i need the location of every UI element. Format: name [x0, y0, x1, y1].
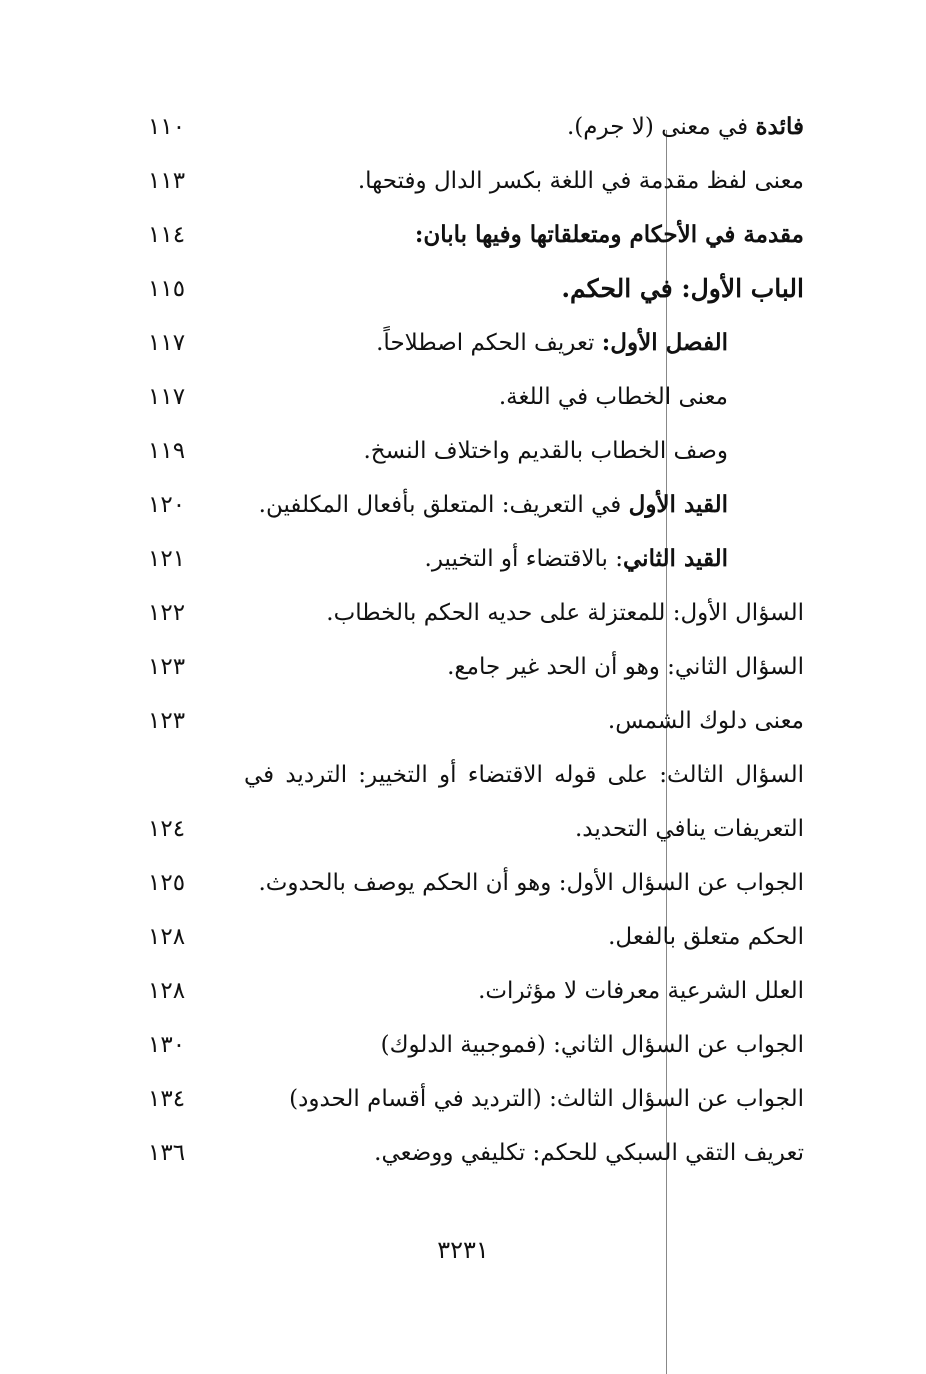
toc-entry-title [567, 100, 804, 154]
toc-entry-text: معنى دلوك الشمس. [607, 708, 804, 734]
toc-entry-text: الجواب عن السؤال الأول: وهو أن الحكم يوصف بالحدوث. [258, 870, 804, 896]
toc-entry-page: ١١٠ [148, 114, 186, 140]
toc-entry-bold: مقدمة في الأحكام ومتعلقاتها وفيها بابان: [414, 221, 804, 248]
toc-entry-page: ١١٧ [148, 330, 186, 356]
toc-entry-page: ١١٧ [148, 384, 186, 410]
toc-entry-text: في التعريف: المتعلق بأفعال المكلفين. [258, 492, 629, 518]
toc-entry [0, 100, 926, 154]
toc-entry [0, 694, 926, 748]
toc-entry-bold: الفصل الأول: [601, 329, 728, 356]
toc-entry [0, 316, 926, 370]
toc-entry-text: معنى الخطاب في اللغة. [498, 384, 728, 410]
toc-entry [0, 478, 926, 532]
toc-entry [0, 1126, 926, 1180]
toc-entry-page: ١١٩ [148, 438, 186, 464]
toc-entry-title [415, 208, 804, 262]
toc-entry-title [499, 370, 728, 424]
toc-entry [0, 964, 926, 1018]
toc-entry-bold: الباب الأول: في الحكم. [561, 274, 804, 303]
toc-entry-title [608, 910, 804, 964]
toc-entry [0, 424, 926, 478]
toc-entry-bold: فائدة [755, 113, 804, 140]
toc-entry-page: ١٢٣ [148, 654, 186, 680]
toc-entry-page: ١١٣ [148, 168, 186, 194]
toc-entry-title [425, 532, 728, 586]
toc-entry-page: ١٣٦ [148, 1140, 186, 1166]
toc-entry-title [326, 586, 804, 640]
toc-entry-text: العلل الشرعية معرفات لا مؤثرات. [478, 978, 804, 1004]
toc-entry-page: ١٢٢ [148, 600, 186, 626]
toc-entry-title [608, 694, 804, 748]
toc-entry [0, 586, 926, 640]
toc-entry-page: ١٢٥ [148, 870, 186, 896]
toc-entry [0, 532, 926, 586]
toc-entry-text: الحكم متعلق بالفعل. [608, 924, 804, 950]
toc-entry-page: ١٢٣ [148, 708, 186, 734]
toc-entry-text: : بالاقتضاء أو التخيير. [424, 546, 624, 572]
toc-entry-title [447, 640, 804, 694]
toc-entry-page: ١٢٨ [148, 978, 186, 1004]
toc-entry-page: ١٢٤ [148, 816, 186, 842]
toc-entry-text: السؤال الأول: للمعتزلة على حديه الحكم بالخطاب. [326, 600, 804, 626]
toc-entry-title [244, 748, 804, 802]
toc-entry-page: ١٣٤ [148, 1086, 186, 1112]
toc-entry [0, 802, 926, 856]
toc-entry-text: في معنى (لا جرم). [567, 114, 756, 140]
toc-entry [0, 208, 926, 262]
toc-entry-page: ١٣٠ [148, 1032, 186, 1058]
toc-entry [0, 856, 926, 910]
toc-entry-text: الجواب عن السؤال الثالث: (الترديد في أقسام الحدود) [289, 1086, 804, 1112]
toc-entry-page: ١٢١ [148, 546, 186, 572]
toc-entry-title [561, 262, 804, 316]
toc-entry-title [381, 1018, 804, 1072]
toc-entry-text: التعريفات ينافي التحديد. [574, 816, 804, 842]
toc-entry-text: السؤال الثالث: على قوله الاقتضاء أو التخيير: الترديد في [244, 762, 804, 788]
toc-entry-text: السؤال الثاني: وهو أن الحد غير جامع. [447, 654, 804, 680]
toc-entry-text: الجواب عن السؤال الثاني: (فموجبية الدلوك) [380, 1032, 804, 1058]
toc-entry-title [358, 154, 804, 208]
toc-entry [0, 154, 926, 208]
toc-entry-page: ١٢٠ [148, 492, 186, 518]
toc-entry [0, 370, 926, 424]
toc-entry [0, 1018, 926, 1072]
toc-entry [0, 262, 926, 316]
toc-entry-title [258, 856, 804, 910]
toc-entry [0, 1072, 926, 1126]
toc-entry-bold: القيد الأول [628, 491, 728, 518]
toc-entry-text: وصف الخطاب بالقديم واختلاف النسخ. [363, 438, 728, 464]
toc-entry-text: معنى لفظ مقدمة في اللغة بكسر الدال وفتحها. [357, 168, 804, 194]
toc-entry [0, 640, 926, 694]
toc-entry [0, 910, 926, 964]
page-number: ٣٢٣١ [437, 1236, 489, 1264]
toc-entry-page [148, 748, 198, 802]
toc-entry-page: ١١٤ [148, 222, 186, 248]
toc-entry-page: ١١٥ [148, 276, 186, 302]
toc-entry [0, 748, 926, 802]
toc-entry-bold: القيد الثاني [623, 545, 728, 572]
toc-entry-title [259, 478, 728, 532]
toc-entry-title [289, 1072, 804, 1126]
toc-entry-title [575, 802, 804, 856]
toc-entry-text: تعريف التقي السبكي للحكم: تكليفي ووضعي. [374, 1140, 804, 1166]
toc-entry-title [363, 424, 728, 478]
toc-entry-text: تعريف الحكم اصطلاحاً. [376, 330, 602, 356]
toc-entry-page: ١٢٨ [148, 924, 186, 950]
toc-entry-title [478, 964, 804, 1018]
toc-entry-title [374, 1126, 804, 1180]
toc-entry-title [376, 316, 728, 370]
